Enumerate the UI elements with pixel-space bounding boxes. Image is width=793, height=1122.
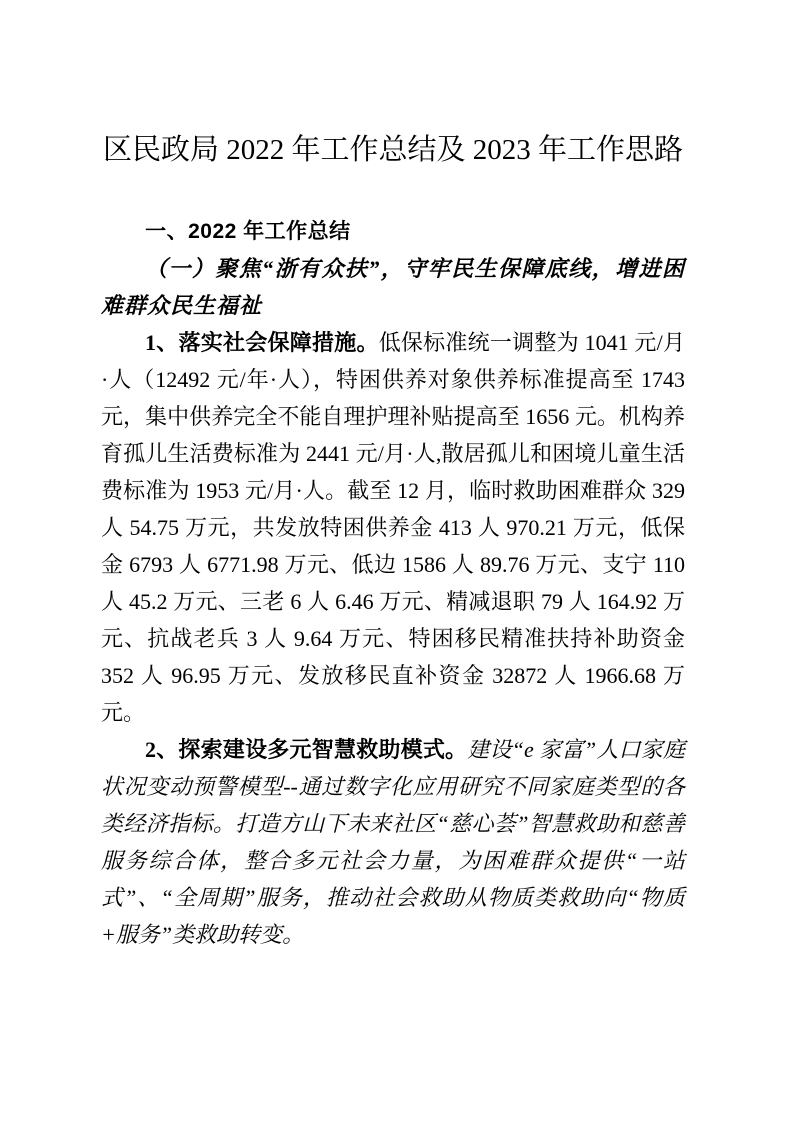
paragraph-social-security	[101, 324, 685, 731]
paragraph-2-body: 建设“e 家富”人口家庭状况变动预警模型--通过数字化应用研究不同家庭类型的各类经济指标。打造方山下未来社区“慈心荟”智慧救助和慈善服务综合体，整合多元社会力量，为困难群众提供“一站式”、“全周期”服务，推动社会救助从物质类救助向“物质+服务”类救助转变。	[101, 737, 685, 947]
paragraph-1-body: 低保标准统一调整为 1041 元/月·人（12492 元/年·人），特困供养对象供养标准提高至 1743 元，集中供养完全不能自理护理补贴提高至 1656 元。机构养育孤儿生活费标准为 2441 元/月·人,散居孤儿和困境儿童生活费标准为 1953 元/月·人。截至 12 月，临时救助困难群众 329 人 54.75 万元，共发放特困供养金 413 人 970.21 万元，低保金 6793 人 6771.98 万元、低边 1586 人 89.76 万元、支宁 110 人 45.2 万元、三老 6 人 6.46 万元、精减退职 79 人 164.92 万元、抗战老兵 3 人 9.64 万元、特困移民精准扶持补助资金 352 人 96.95 万元、发放移民直补资金 32872 人 1966.68 万元。	[101, 330, 685, 725]
paragraph-smart-assistance	[101, 731, 685, 953]
section-heading: 一、2022 年工作总结	[145, 220, 351, 243]
document-title: 区民政局 2022 年工作总结及 2023 年工作思路	[102, 134, 683, 166]
subsection-heading: （一）聚焦“浙有众扶”，守牢民生保障底线，增进困难群众民生福祉	[101, 256, 685, 318]
paragraph-2-lead: 2、探索建设多元智慧救助模式。	[145, 737, 468, 762]
paragraph-1-lead: 1、落实社会保障措施。	[145, 330, 379, 355]
